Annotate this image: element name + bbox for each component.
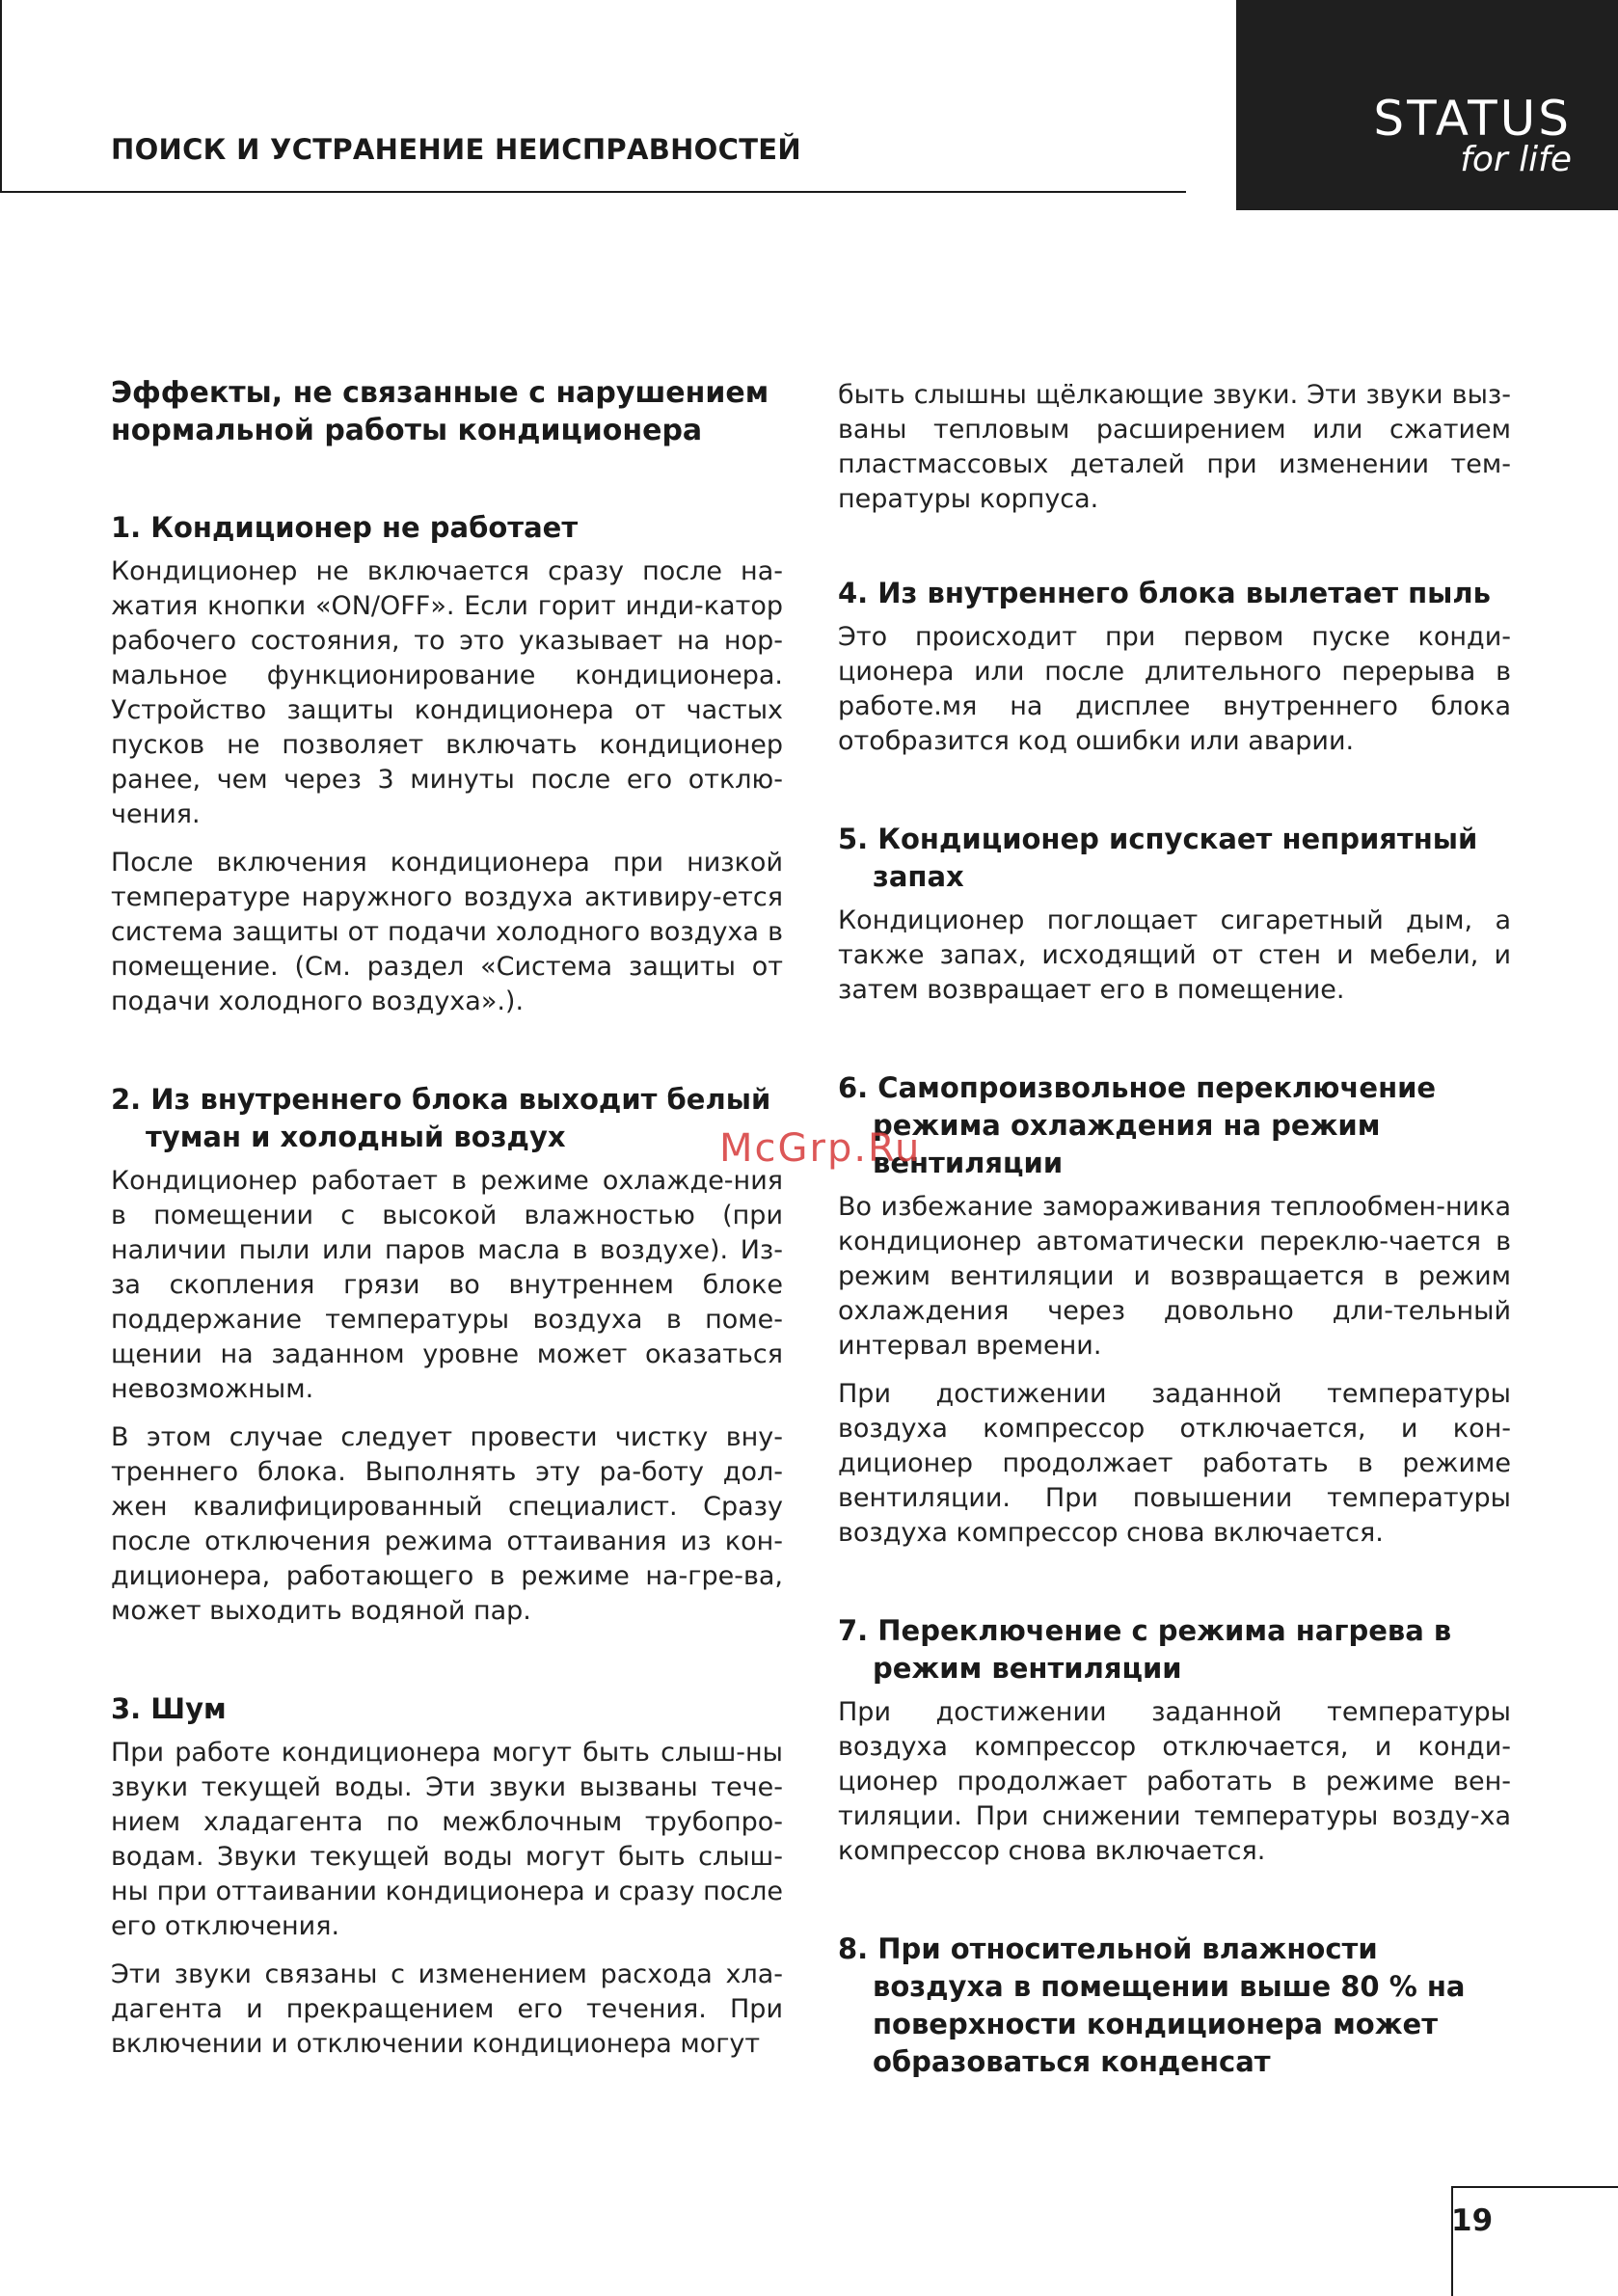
section-6-text-1: Во избежание замораживания теплообмен-ника кондиционер автоматически переклю-чается в режим вентиляции и возвращается в режим охлаждения через довольно дли-тельный интервал времени. <box>838 1192 1511 1361</box>
section-3-text-1: При работе кондиционера могут быть слыш-ны звуки текущей воды. Эти звуки вызваны тече-нием хладагента по межблочным трубопро-водам. Звуки текущей воды могут быть слыш-ны при оттаивании кондиционера и сразу после его отключения. <box>111 1738 783 1941</box>
section-2-text-1: Кондиционер работает в режиме охлажде-ния в помещении с высокой влажностью (при наличии пыли или паров масла в воздухе). Из-за скопления грязи во внутреннем блоке поддержание температуры воздуха в поме-щении на заданном уровне может оказаться невозможным. <box>111 1166 783 1404</box>
header-left-rule <box>0 0 2 191</box>
section-1-text-1: Кондиционер не включается сразу после на-жатия кнопки «ON/OFF». Если горит инди-катор рабочего состояния, то это указывает на нор-мальное функционирование кондиционера. Устройство защиты кондиционера от частых пусков не позволяет включать кондиционер ранее, чем через 3 минуты после его отклю-чения. <box>111 556 783 829</box>
brand-tagline: for life <box>1460 140 1572 179</box>
footer-rule <box>1451 2186 1618 2188</box>
page-header-title: ПОИСК И УСТРАНЕНИЕ НЕИСПРАВНОСТЕЙ <box>111 133 801 166</box>
section-heading: Эффекты, не связанные с нарушением нормальной работы кондиционера <box>111 376 769 447</box>
section-1-text-2: После включения кондиционера при низкой температуре наружного воздуха активиру-ется система защиты от подачи холодного воздуха в помещение. (См. раздел «Система защиты от подачи холодного воздуха».). <box>111 848 783 1016</box>
section-7-title: 7. Переключение с режима нагрева в режим вентиляции <box>838 1614 1452 1685</box>
section-2-text-2: В этом случае следует провести чистку вну-треннего блока. Выполнять эту ра-боту дол-жен квалифицированный специалист. Сразу после отключения режима оттаивания из кон-диционера, работающего в режиме на-гре-ва, может выходить водяной пар. <box>111 1422 783 1626</box>
section-5-title: 5. Кондиционер испускает неприятный запах <box>838 823 1478 893</box>
section-4-text: Это происходит при первом пуске конди-ционера или после длительного перерыва в работе.мя на дисплее внутреннего блока отобразится код ошибки или аварии. <box>838 622 1511 756</box>
left-column <box>111 374 783 2062</box>
section-1-title: 1. Кондиционер не работает <box>111 511 579 544</box>
section-3-continuation: быть слышны щёлкающие звуки. Эти звуки выз-ваны тепловым расширением или сжатием пластмассовых деталей при изменении тем-пературы корпуса. <box>838 380 1511 514</box>
section-4-title: 4. Из внутреннего блока вылетает пыль <box>838 577 1491 609</box>
brand-logo <box>1236 0 1618 210</box>
section-3-title: 3. Шум <box>111 1692 227 1725</box>
section-3-text-2: Эти звуки связаны с изменением расхода хла-дагента и прекращением его течения. При включении и отключении кондиционера могут <box>111 1959 783 2059</box>
section-2-title: 2. Из внутреннего блока выходит белый туман и холодный воздух <box>111 1083 771 1153</box>
section-6-text-2: При достижении заданной температуры воздуха компрессор отключается, и кон-диционер продолжает работать в режиме вентиляции. При повышении температуры воздуха компрессор снова включается. <box>838 1379 1511 1548</box>
right-column <box>838 378 1511 2081</box>
section-8-title: 8. При относительной влажности воздуха в помещении выше 80 % на поверхности кондиционера может образоваться конденсат <box>838 1932 1466 2078</box>
brand-name: STATUS <box>1373 91 1572 147</box>
section-5-text: Кондиционер поглощает сигаретный дым, а также запах, исходящий от стен и мебели, и затем возвращает его в помещение. <box>838 905 1511 1005</box>
section-6-title: 6. Самопроизвольное переключение режима охлаждения на режим вентиляции <box>838 1071 1437 1179</box>
header-rule <box>0 191 1186 193</box>
section-7-text: При достижении заданной температуры воздуха компрессор отключается, и конди-ционер продолжает работать в режиме вен-тиляции. При снижении температуры возду-ха компрессор снова включается. <box>838 1697 1511 1866</box>
watermark: McGrp.Ru <box>719 1126 922 1171</box>
page-number: 19 <box>1451 2203 1494 2238</box>
